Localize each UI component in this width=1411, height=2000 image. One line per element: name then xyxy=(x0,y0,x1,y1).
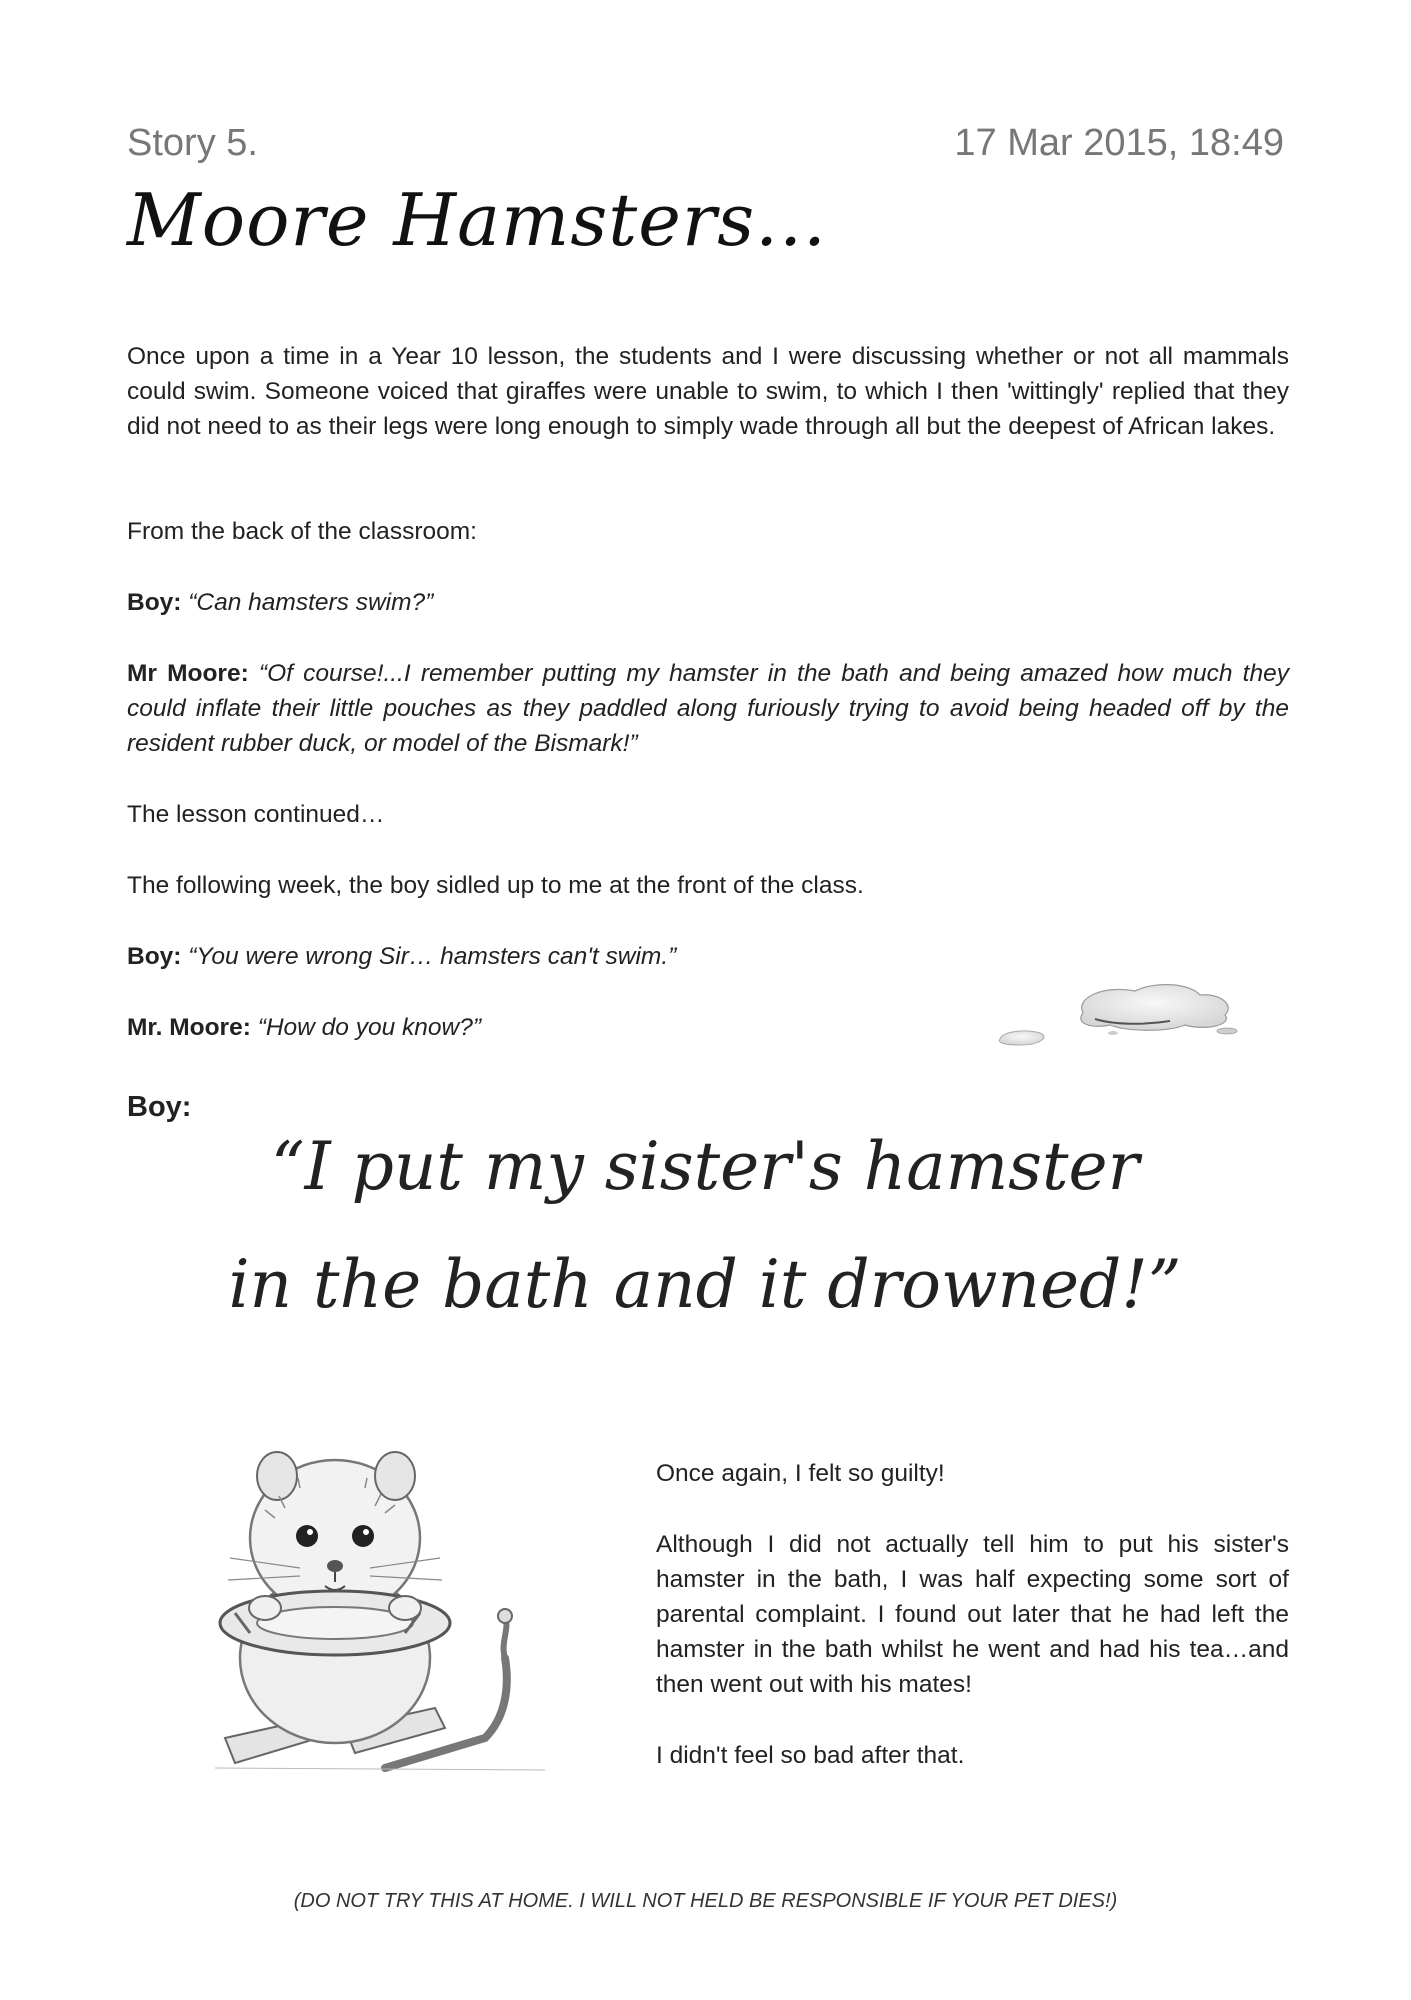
dialogue-moore-2 xyxy=(127,1010,481,1045)
water-puddle-illustration xyxy=(995,975,1265,1055)
dialogue-moore-1 xyxy=(127,656,1289,761)
boy-label: Boy: xyxy=(127,1091,192,1123)
drowned-quote xyxy=(150,1108,1260,1344)
dialogue-line: “You were wrong Sir… hamsters can't swim.” xyxy=(188,943,677,970)
dialogue-line: “Of course!...I remember putting my hamster in the bath and being amazed how much they could inflate their little pouches as they paddled along furiously trying to avoid being headed off by the resident rubber duck, or model of the Bismark!” xyxy=(127,660,1289,757)
date-stamp: 17 Mar 2015, 18:49 xyxy=(954,122,1284,164)
disclaimer-footer: (DO NOT TRY THIS AT HOME. I WILL NOT HELD BE RESPONSIBLE IF YOUR PET DIES!) xyxy=(293,1890,1118,1912)
page-title: Moore Hamsters... xyxy=(127,178,827,262)
back-of-class-text: From the back of the classroom: xyxy=(127,518,477,545)
lesson-continued-text: The lesson continued… xyxy=(127,801,385,828)
dialogue-boy-2 xyxy=(127,939,676,974)
speaker-label: Boy: xyxy=(127,943,182,970)
intro-paragraph: Once upon a time in a Year 10 lesson, the students and I were discussing whether or not all mammals could swim. Someone voiced that giraffes were unable to swim, to which I then 'wittingly' replied that they did not need to as their legs were long enough to simply wade through all but the deepest of African lakes. xyxy=(127,343,1289,440)
side-paragraph-2: Although I did not actually tell him to put his sister's hamster in the bath, I was half expecting some sort of parental complaint. I found out later that he had left the hamster in the bath whilst he went and had his tea…and then went out with his mates! xyxy=(656,1531,1289,1698)
following-week-text: The following week, the boy sidled up to me at the front of the class. xyxy=(127,872,864,899)
dialogue-boy-1 xyxy=(127,585,433,620)
dialogue-line: “How do you know?” xyxy=(257,1014,482,1041)
hamster-illustration xyxy=(205,1418,605,1798)
story-label: Story 5. xyxy=(127,122,258,164)
side-paragraph-1: Once again, I felt so guilty! xyxy=(656,1460,945,1487)
speaker-label: Boy: xyxy=(127,589,182,616)
speaker-label: Mr Moore: xyxy=(127,660,249,687)
speaker-label: Mr. Moore: xyxy=(127,1014,251,1041)
side-paragraph-3: I didn't feel so bad after that. xyxy=(656,1742,965,1769)
dialogue-line: “Can hamsters swim?” xyxy=(188,589,434,616)
quote-line-2: in the bath and it drowned!” xyxy=(228,1246,1182,1323)
quote-line-1: “I put my sister's hamster xyxy=(270,1128,1140,1205)
